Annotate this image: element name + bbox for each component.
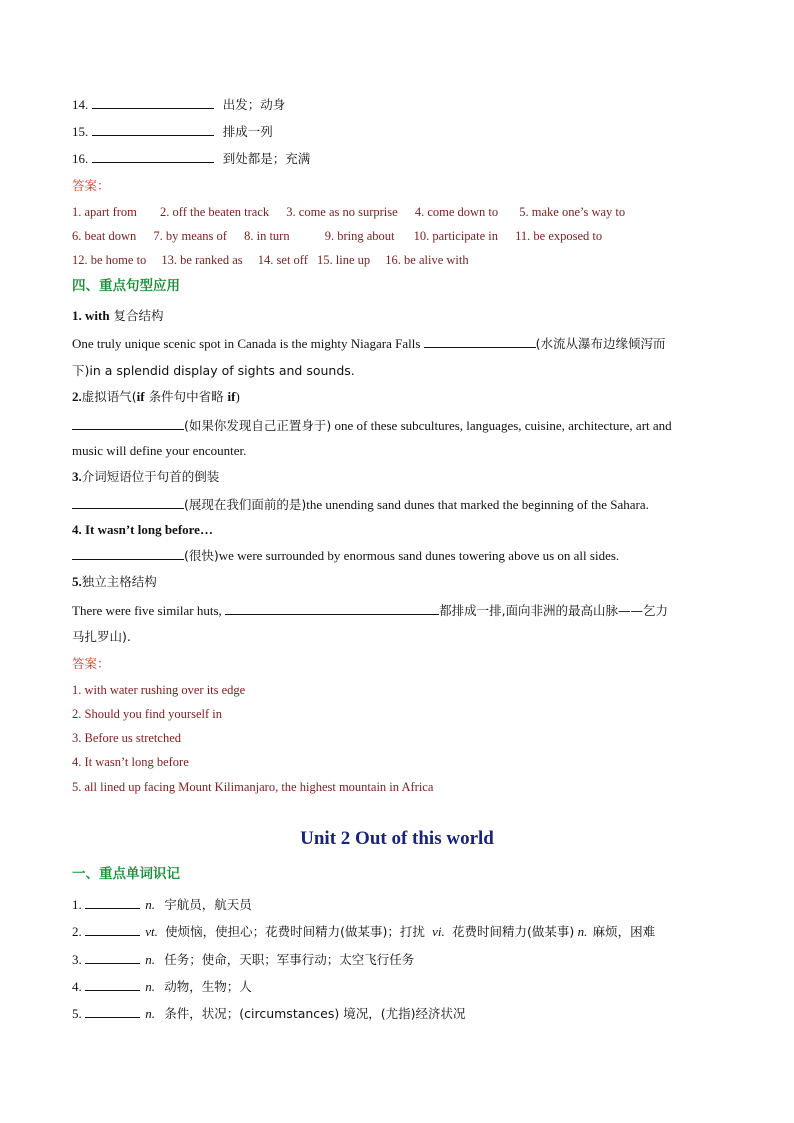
chinese-hint: 马扎罗山). xyxy=(72,629,131,644)
vocab-item-16 xyxy=(72,149,310,168)
item-number: 3. xyxy=(72,952,82,967)
answer-blank[interactable] xyxy=(85,1004,140,1018)
sentence-text: we were surrounded by enormous sand dunes towering above us on all sides. xyxy=(218,548,620,563)
answer-item: 15. line up xyxy=(317,253,371,267)
answers-label: 答案： xyxy=(72,656,110,671)
answer-line-1: 1. with water rushing over its edge xyxy=(72,683,246,697)
answer-item: 6. beat down xyxy=(72,229,137,243)
sentence-text: 下)in a splendid display of sights and sounds. xyxy=(72,363,355,378)
answer-item: 11. be exposed to xyxy=(515,229,603,243)
pattern-3-title xyxy=(72,468,219,486)
answer-blank[interactable] xyxy=(92,122,214,136)
section-heading-sentence-patterns: 四、重点句型应用 xyxy=(72,278,180,294)
answer-line-3: 3. Before us stretched xyxy=(72,731,181,745)
sentence-text: There were five similar huts, xyxy=(72,603,226,618)
pattern-5-sentence-cont xyxy=(72,628,131,646)
pattern-4-sentence xyxy=(72,546,619,565)
answer-blank[interactable] xyxy=(85,950,140,964)
section-heading-vocabulary: 一、重点单词识记 xyxy=(72,866,180,882)
item-number: 2. xyxy=(72,924,82,939)
vocab-item-14 xyxy=(72,95,285,114)
pattern-3-sentence xyxy=(72,495,649,514)
answer-blank[interactable] xyxy=(424,334,536,348)
answer-item: 10. participate in xyxy=(413,229,498,243)
answer-blank[interactable] xyxy=(72,495,184,509)
pattern-name: 虚拟语气( xyxy=(81,389,137,404)
part-of-speech: n. xyxy=(145,1006,155,1021)
pattern-number: 5. xyxy=(72,574,82,589)
answer-line-5: 5. all lined up facing Mount Kilimanjaro, the highest mountain in Africa xyxy=(72,780,434,794)
answer-row-1 xyxy=(72,203,625,221)
item-meaning: 排成一列 xyxy=(222,124,273,139)
chinese-hint: 都排成一排,面向非洲的最高山脉——乞力 xyxy=(439,603,669,618)
pattern-name: ) xyxy=(235,389,240,404)
item-meaning: 宇航员，航天员 xyxy=(164,897,252,912)
chinese-hint: (水流从瀑布边缘倾泻而 xyxy=(535,336,666,351)
part-of-speech: vt. xyxy=(145,924,158,939)
item-meaning: 到处都是；充满 xyxy=(222,151,311,166)
pattern-1-sentence-cont xyxy=(72,362,355,380)
pattern-2-sentence xyxy=(72,416,672,435)
answer-item: 7. by means of xyxy=(153,229,227,243)
pattern-2-sentence-cont xyxy=(72,442,246,460)
vocab-item-5 xyxy=(72,1004,465,1023)
chinese-hint: (很快) xyxy=(184,548,219,563)
vocab-item-2 xyxy=(72,922,655,941)
answer-row-3 xyxy=(72,251,469,269)
part-of-speech: vi. xyxy=(432,924,445,939)
item-meaning: 花费时间精力(做某事) xyxy=(452,924,575,939)
answer-item: 8. in turn xyxy=(244,229,290,243)
answer-blank[interactable] xyxy=(225,601,439,615)
pattern-name: 介词短语位于句首的倒装 xyxy=(81,469,220,484)
pattern-2-title xyxy=(72,388,240,406)
chinese-hint: (展现在我们面前的是) xyxy=(184,497,307,512)
answer-line-4: 4. It wasn’t long before xyxy=(72,755,189,769)
answer-blank[interactable] xyxy=(92,149,214,163)
answer-item: 9. bring about xyxy=(324,229,395,243)
item-number: 4. xyxy=(72,979,82,994)
answer-item: 12. be home to xyxy=(72,253,147,267)
vocab-item-1 xyxy=(72,895,252,914)
pattern-name: 复合结构 xyxy=(109,308,164,323)
keyword: if xyxy=(136,389,145,404)
item-number: 1. xyxy=(72,897,82,912)
answer-blank[interactable] xyxy=(85,977,140,991)
answer-item: 1. apart from xyxy=(72,205,137,219)
answers-label: 答案： xyxy=(72,178,110,193)
item-number: 14. xyxy=(72,97,89,112)
pattern-name: 独立主格结构 xyxy=(81,574,157,589)
sentence-text: music will define your encounter. xyxy=(72,443,247,458)
sentence-text: the unending sand dunes that marked the beginning of the Sahara. xyxy=(306,497,649,512)
pattern-name: 条件句中省略 xyxy=(144,389,228,404)
answer-blank[interactable] xyxy=(92,95,214,109)
answer-item: 4. come down to xyxy=(414,205,499,219)
answer-item: 3. come as no surprise xyxy=(286,205,398,219)
pattern-5-sentence xyxy=(72,601,668,620)
item-meaning: 出发；动身 xyxy=(222,97,286,112)
vocab-item-3 xyxy=(72,950,414,969)
item-meaning: 条件，状况；(circumstances) 境况，(尤指)经济状况 xyxy=(164,1006,466,1021)
unit-title: Unit 2 Out of this world xyxy=(300,828,494,849)
answer-blank[interactable] xyxy=(85,895,140,909)
answer-item: 14. set off xyxy=(257,253,308,267)
answer-item: 5. make one’s way to xyxy=(519,205,626,219)
item-meaning: 麻烦，困难 xyxy=(592,924,656,939)
item-number: 5. xyxy=(72,1006,82,1021)
chinese-hint: (如果你发现自己正置身于) xyxy=(184,418,332,433)
item-number: 16. xyxy=(72,151,89,166)
answer-blank[interactable] xyxy=(72,546,184,560)
vocab-item-15 xyxy=(72,122,273,141)
pattern-1-title xyxy=(72,307,164,325)
pattern-number: 3. xyxy=(72,469,82,484)
part-of-speech: n. xyxy=(577,924,588,939)
sentence-text: one of these subcultures, languages, cuisine, architecture, art and xyxy=(331,418,672,433)
item-number: 15. xyxy=(72,124,89,139)
part-of-speech: n. xyxy=(145,897,155,912)
pattern-number: 1. with xyxy=(72,308,110,323)
item-meaning: 任务；使命，天职；军事行动；太空飞行任务 xyxy=(164,952,415,967)
answer-blank[interactable] xyxy=(72,416,184,430)
pattern-4-title: 4. It wasn’t long before… xyxy=(72,522,213,537)
keyword: if xyxy=(227,389,236,404)
sentence-text: One truly unique scenic spot in Canada is the mighty Niagara Falls xyxy=(72,336,424,351)
answer-item: 16. be alive with xyxy=(385,253,469,267)
answer-item: 13. be ranked as xyxy=(161,253,243,267)
item-meaning: 使烦恼，使担心；花费时间精力(做某事)；打扰 xyxy=(165,924,425,939)
answer-blank[interactable] xyxy=(85,922,140,936)
pattern-1-sentence xyxy=(72,334,666,353)
answer-item: 2. off the beaten track xyxy=(160,205,270,219)
item-meaning: 动物，生物；人 xyxy=(164,979,252,994)
pattern-5-title xyxy=(72,573,157,591)
answer-line-2: 2. Should you find yourself in xyxy=(72,707,222,721)
pattern-number: 2. xyxy=(72,389,82,404)
part-of-speech: n. xyxy=(145,952,155,967)
part-of-speech: n. xyxy=(145,979,155,994)
vocab-item-4 xyxy=(72,977,252,996)
answer-row-2 xyxy=(72,227,602,245)
